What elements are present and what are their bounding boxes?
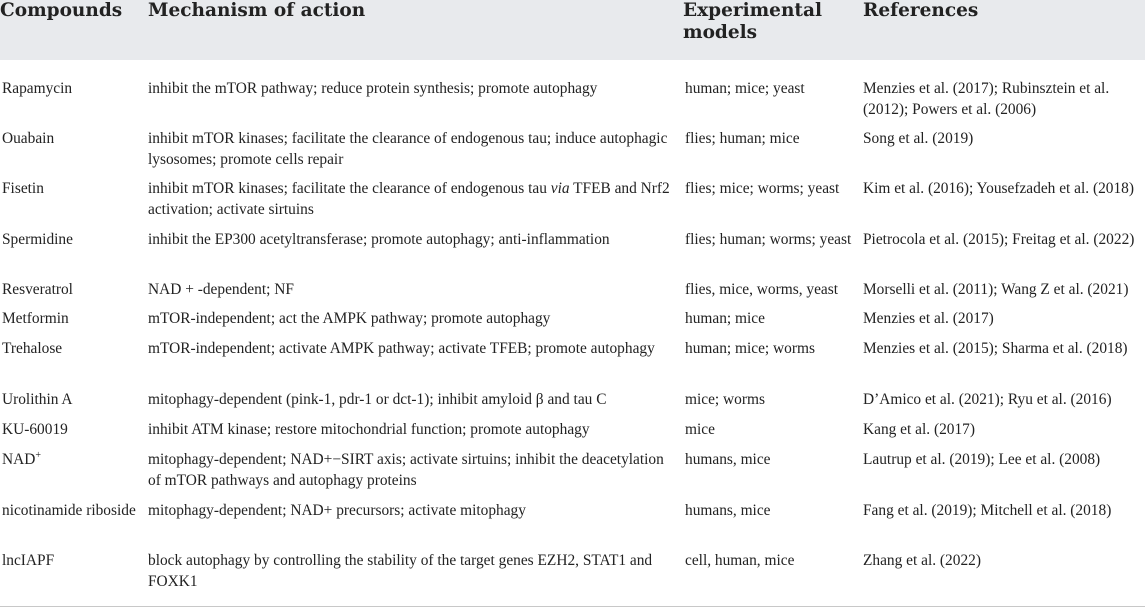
table-row <box>0 330 1145 381</box>
cell-compound: nicotinamide riboside <box>2 502 136 519</box>
table-row <box>0 170 1145 221</box>
header-mechanism: Mechanism of action <box>148 0 366 21</box>
cell-mechanism <box>141 170 678 221</box>
cell-mechanism: mitophagy-dependent; NAD+ precursors; activate mitophagy <box>148 502 526 519</box>
table-row <box>0 120 1145 170</box>
cell-compound: Rapamycin <box>2 80 73 97</box>
compound-base-text: NAD <box>2 451 36 468</box>
cell-models: flies; mice; worms; yeast <box>685 180 840 197</box>
cell-compound: Ouabain <box>2 130 55 147</box>
cell-compound: lncIAPF <box>2 552 55 569</box>
cell-mechanism: mTOR-independent; activate AMPK pathway; activate TFEB; promote autophagy <box>148 340 655 357</box>
table-row <box>0 492 1145 542</box>
cell-models: mice; worms <box>685 391 765 408</box>
table-row <box>0 300 1145 330</box>
cell-mechanism: inhibit ATM kinase; restore mitochondrial function; promote autophagy <box>148 421 590 438</box>
cell-compound: Resveratrol <box>2 281 73 298</box>
table-row <box>0 60 1145 120</box>
table-row <box>0 381 1145 411</box>
table-row <box>0 542 1145 605</box>
mechanism-text-after: TFEB and Nrf2 activation; activate sirtuins <box>148 180 670 218</box>
cell-compound: Fisetin <box>2 180 44 197</box>
table-row <box>0 271 1145 300</box>
mechanism-text-italic: via <box>550 180 570 197</box>
cell-models: humans, mice <box>685 502 771 519</box>
cell-models: human; mice <box>685 310 765 327</box>
header-row <box>0 0 1145 60</box>
cell-models: mice <box>685 421 715 438</box>
cell-references: Morselli et al. (2011); Wang Z et al. (2021) <box>863 281 1129 298</box>
cell-references: Pietrocola et al. (2015); Freitag et al. (2022) <box>863 231 1135 248</box>
cell-references: D’Amico et al. (2021); Ryu et al. (2016) <box>863 391 1112 408</box>
cell-mechanism: NAD + -dependent; NF <box>148 281 294 298</box>
header-compounds: Compounds <box>0 0 123 21</box>
cell-compound: Metformin <box>2 310 69 327</box>
cell-models: flies; human; worms; yeast <box>685 231 852 248</box>
cell-references: Kim et al. (2016); Yousefzadeh et al. (2018) <box>863 180 1134 197</box>
cell-mechanism: mitophagy-dependent (pink-1, pdr-1 or dct-1); inhibit amyloid β and tau C <box>148 391 607 408</box>
table-bottom-rule <box>0 606 1145 607</box>
cell-compound: Spermidine <box>2 231 73 248</box>
cell-compound: Urolithin A <box>2 391 73 408</box>
compound-superscript: + <box>35 449 41 461</box>
cell-mechanism: mTOR-independent; act the AMPK pathway; promote autophagy <box>148 310 551 327</box>
cell-compound: KU-60019 <box>2 421 68 438</box>
cell-mechanism: inhibit mTOR kinases; facilitate the clearance of endogenous tau; induce autophagic lysosomes; promote cells repair <box>148 130 668 168</box>
cell-compound <box>0 441 141 492</box>
table-row <box>0 441 1145 492</box>
cell-compound: Trehalose <box>2 340 63 357</box>
cell-models: flies, mice, worms, yeast <box>685 281 839 298</box>
cell-references: Zhang et al. (2022) <box>863 552 981 569</box>
cell-references: Song et al. (2019) <box>863 130 974 147</box>
cell-references: Menzies et al. (2017) <box>863 310 994 327</box>
cell-models: flies; human; mice <box>685 130 800 147</box>
cell-models: cell, human, mice <box>685 552 795 569</box>
cell-references: Lautrup et al. (2019); Lee et al. (2008) <box>863 451 1101 468</box>
cell-references: Fang et al. (2019); Mitchell et al. (2018) <box>863 502 1112 519</box>
cell-mechanism: inhibit the mTOR pathway; reduce protein synthesis; promote autophagy <box>148 80 598 97</box>
mechanism-text-before: inhibit mTOR kinases; facilitate the clearance of endogenous tau <box>148 180 551 197</box>
table-row <box>0 411 1145 441</box>
header-models: Experimental models <box>683 0 822 43</box>
table-row <box>0 221 1145 271</box>
cell-models: human; mice; worms <box>685 340 815 357</box>
cell-mechanism: block autophagy by controlling the stability of the target genes EZH2, STAT1 and FOXK1 <box>148 552 653 590</box>
cell-models: humans, mice <box>685 451 771 468</box>
header-references: References <box>863 0 979 21</box>
cell-references: Kang et al. (2017) <box>863 421 975 438</box>
table-header <box>0 0 1145 60</box>
cell-references: Menzies et al. (2015); Sharma et al. (2018) <box>863 340 1128 357</box>
table-body <box>0 60 1145 605</box>
cell-mechanism: mitophagy-dependent; NAD+−SIRT axis; activate sirtuins; inhibit the deacetylation of mTOR pathways and autophagy proteins <box>148 451 664 489</box>
cell-references: Menzies et al. (2017); Rubinsztein et al. (2012); Powers et al. (2006) <box>863 80 1110 118</box>
cell-models: human; mice; yeast <box>685 80 805 97</box>
cell-mechanism: inhibit the EP300 acetyltransferase; promote autophagy; anti-inflammation <box>148 231 610 248</box>
